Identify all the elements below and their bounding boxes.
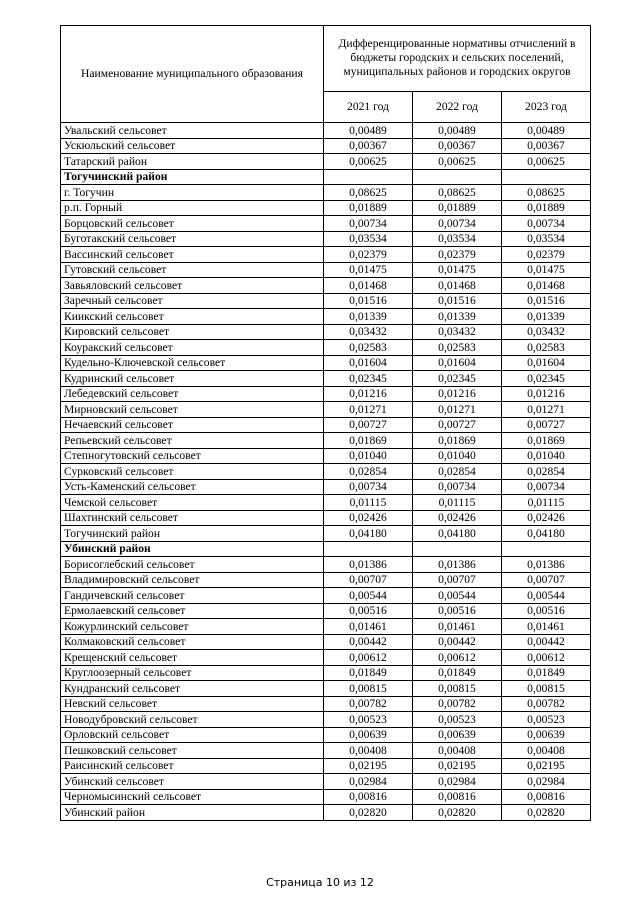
norm-value-cell: 0,01115	[324, 495, 413, 511]
norms-table	[60, 25, 591, 821]
norm-value-cell: 0,00442	[324, 634, 413, 650]
municipality-name: Усть-Каменский сельсовет	[61, 479, 324, 495]
table-row	[61, 262, 591, 278]
norm-value-cell: 0,00625	[413, 154, 502, 170]
norm-value-cell: 0,00734	[502, 216, 591, 232]
norm-value-cell: 0,00816	[324, 789, 413, 805]
municipality-name: Раисинский сельсовет	[61, 758, 324, 774]
norm-value-cell: 0,00734	[413, 216, 502, 232]
norm-value-cell: 0,01604	[502, 355, 591, 371]
norm-value-cell: 0,00639	[324, 727, 413, 743]
norm-value-cell: 0,01386	[413, 557, 502, 573]
norm-value-cell	[324, 169, 413, 185]
municipality-name: Гутовский сельсовет	[61, 262, 324, 278]
table-row	[61, 464, 591, 480]
section-title: Тогучинский район	[61, 169, 324, 185]
table-row	[61, 634, 591, 650]
municipality-name: Кундранский сельсовет	[61, 681, 324, 697]
table-row	[61, 495, 591, 511]
norm-value-cell: 0,00516	[324, 603, 413, 619]
norm-value-cell: 0,00516	[502, 603, 591, 619]
table-row	[61, 402, 591, 418]
norm-value-cell: 0,00782	[502, 696, 591, 712]
norm-value-cell: 0,00707	[502, 572, 591, 588]
norm-value-cell: 0,03534	[502, 231, 591, 247]
norm-value-cell: 0,01271	[413, 402, 502, 418]
norm-value-cell: 0,01461	[413, 619, 502, 635]
norm-value-cell: 0,02984	[502, 774, 591, 790]
norm-value-cell	[413, 169, 502, 185]
municipality-name: Лебедевский сельсовет	[61, 386, 324, 402]
norm-value-cell: 0,00523	[502, 712, 591, 728]
norm-value-cell: 0,02195	[413, 758, 502, 774]
norm-value-cell: 0,00442	[502, 634, 591, 650]
table-row	[61, 681, 591, 697]
norm-value-cell: 0,02426	[413, 510, 502, 526]
table-row	[61, 154, 591, 170]
norm-value-cell: 0,00815	[502, 681, 591, 697]
table-row	[61, 324, 591, 340]
table-row	[61, 789, 591, 805]
norm-value-cell: 0,01889	[324, 200, 413, 216]
norm-value-cell: 0,01604	[324, 355, 413, 371]
municipality-name: р.п. Горный	[61, 200, 324, 216]
municipality-name: Увальский сельсовет	[61, 123, 324, 139]
norm-value-cell: 0,00408	[413, 743, 502, 759]
municipality-name: Кировский сельсовет	[61, 324, 324, 340]
norm-value-cell: 0,08625	[324, 185, 413, 201]
norm-value-cell: 0,01475	[502, 262, 591, 278]
norm-value-cell: 0,01115	[502, 495, 591, 511]
table-row	[61, 216, 591, 232]
municipality-name: Кожурлинский сельсовет	[61, 619, 324, 635]
norm-value-cell: 0,04180	[502, 526, 591, 542]
norm-value-cell: 0,01386	[502, 557, 591, 573]
municipality-name: Ермолаевский сельсовет	[61, 603, 324, 619]
page-number: Страница 10 из 12	[266, 876, 374, 889]
column-header-year: 2021 год	[324, 91, 413, 122]
norm-value-cell: 0,01468	[324, 278, 413, 294]
table-row	[61, 355, 591, 371]
norm-value-cell: 0,00544	[413, 588, 502, 604]
norm-value-cell: 0,00727	[413, 417, 502, 433]
table-row	[61, 340, 591, 356]
column-header-year: 2023 год	[502, 91, 591, 122]
norm-value-cell: 0,00523	[413, 712, 502, 728]
table-row	[61, 433, 591, 449]
table-row	[61, 123, 591, 139]
norm-value-cell: 0,01516	[413, 293, 502, 309]
norm-value-cell: 0,00707	[324, 572, 413, 588]
municipality-name: Пешковский сельсовет	[61, 743, 324, 759]
norm-value-cell: 0,01040	[413, 448, 502, 464]
norm-value-cell: 0,01475	[324, 262, 413, 278]
norm-value-cell: 0,02195	[324, 758, 413, 774]
table-row	[61, 231, 591, 247]
table-row	[61, 588, 591, 604]
norm-value-cell: 0,00612	[324, 650, 413, 666]
norm-value-cell: 0,01216	[324, 386, 413, 402]
municipality-name: Владимировский сельсовет	[61, 572, 324, 588]
norm-value-cell: 0,02195	[502, 758, 591, 774]
table-row	[61, 712, 591, 728]
norm-value-cell: 0,00544	[324, 588, 413, 604]
norm-value-cell: 0,01040	[502, 448, 591, 464]
norm-value-cell: 0,01604	[413, 355, 502, 371]
norm-value-cell: 0,02984	[413, 774, 502, 790]
table-row	[61, 448, 591, 464]
norm-value-cell: 0,04180	[413, 526, 502, 542]
norm-value-cell: 0,02379	[324, 247, 413, 263]
norm-value-cell	[502, 541, 591, 557]
municipality-name: Убинский сельсовет	[61, 774, 324, 790]
norm-value-cell: 0,01040	[324, 448, 413, 464]
norm-value-cell: 0,01339	[413, 309, 502, 325]
section-row	[61, 169, 591, 185]
norm-value-cell: 0,01216	[413, 386, 502, 402]
table-row	[61, 696, 591, 712]
table-row	[61, 774, 591, 790]
municipality-name: Завьяловский сельсовет	[61, 278, 324, 294]
norm-value-cell: 0,02345	[502, 371, 591, 387]
municipality-name: Борцовский сельсовет	[61, 216, 324, 232]
norm-value-cell: 0,00489	[413, 123, 502, 139]
municipality-name: Гандичевский сельсовет	[61, 588, 324, 604]
table-row	[61, 417, 591, 433]
norm-value-cell: 0,01849	[502, 665, 591, 681]
municipality-name: Буготакский сельсовет	[61, 231, 324, 247]
norm-value-cell: 0,00367	[324, 138, 413, 154]
norm-value-cell: 0,01516	[502, 293, 591, 309]
norm-value-cell: 0,01468	[502, 278, 591, 294]
municipality-name: г. Тогучин	[61, 185, 324, 201]
municipality-name: Сурковский сельсовет	[61, 464, 324, 480]
norm-value-cell: 0,00612	[413, 650, 502, 666]
norm-value-cell: 0,01271	[324, 402, 413, 418]
table-header	[61, 26, 591, 123]
municipality-name: Вассинский сельсовет	[61, 247, 324, 263]
norm-value-cell: 0,00727	[502, 417, 591, 433]
norm-value-cell: 0,01869	[502, 433, 591, 449]
norm-value-cell: 0,02379	[413, 247, 502, 263]
norm-value-cell: 0,01339	[324, 309, 413, 325]
norm-value-cell: 0,00516	[413, 603, 502, 619]
norm-value-cell: 0,08625	[502, 185, 591, 201]
municipality-name: Татарский район	[61, 154, 324, 170]
column-header-year: 2022 год	[413, 91, 502, 122]
norm-value-cell: 0,00734	[324, 479, 413, 495]
norm-value-cell: 0,00625	[324, 154, 413, 170]
table-row	[61, 619, 591, 635]
norm-value-cell: 0,01889	[413, 200, 502, 216]
norm-value-cell: 0,02820	[324, 805, 413, 821]
norm-value-cell: 0,03432	[324, 324, 413, 340]
norm-value-cell: 0,02345	[413, 371, 502, 387]
table-row	[61, 293, 591, 309]
municipality-name: Круглоозерный сельсовет	[61, 665, 324, 681]
table-row	[61, 386, 591, 402]
norm-value-cell: 0,00815	[413, 681, 502, 697]
table-row	[61, 510, 591, 526]
norm-value-cell	[502, 169, 591, 185]
table-row	[61, 603, 591, 619]
norm-value-cell: 0,03534	[413, 231, 502, 247]
table-row	[61, 743, 591, 759]
norm-value-cell: 0,00639	[502, 727, 591, 743]
norm-value-cell: 0,01461	[324, 619, 413, 635]
table-row	[61, 185, 591, 201]
municipality-name: Орловский сельсовет	[61, 727, 324, 743]
table-row	[61, 665, 591, 681]
municipality-name: Репьевский сельсовет	[61, 433, 324, 449]
norm-value-cell: 0,00523	[324, 712, 413, 728]
table-row	[61, 526, 591, 542]
municipality-name: Нечаевский сельсовет	[61, 417, 324, 433]
norm-value-cell: 0,00639	[413, 727, 502, 743]
norm-value-cell: 0,01869	[413, 433, 502, 449]
norm-value-cell: 0,02426	[324, 510, 413, 526]
municipality-name: Киикский сельсовет	[61, 309, 324, 325]
norm-value-cell: 0,01516	[324, 293, 413, 309]
norm-value-cell: 0,02854	[413, 464, 502, 480]
norm-value-cell: 0,02583	[324, 340, 413, 356]
norm-value-cell: 0,02583	[502, 340, 591, 356]
norm-value-cell: 0,00734	[413, 479, 502, 495]
column-header-group: Дифференцированные нормативы отчислений в бюджеты городских и сельских поселений, муниципальных районов и городских округов	[324, 26, 591, 92]
norm-value-cell: 0,01216	[502, 386, 591, 402]
norm-value-cell	[413, 541, 502, 557]
table-row	[61, 727, 591, 743]
norm-value-cell: 0,01849	[324, 665, 413, 681]
table-row	[61, 572, 591, 588]
municipality-name: Новодубровский сельсовет	[61, 712, 324, 728]
norm-value-cell: 0,00612	[502, 650, 591, 666]
norm-value-cell: 0,00734	[324, 216, 413, 232]
table-row	[61, 278, 591, 294]
municipality-name: Заречный сельсовет	[61, 293, 324, 309]
norm-value-cell: 0,01849	[413, 665, 502, 681]
norm-value-cell: 0,00707	[413, 572, 502, 588]
norm-value-cell: 0,01386	[324, 557, 413, 573]
norm-value-cell: 0,03432	[413, 324, 502, 340]
norm-value-cell: 0,00625	[502, 154, 591, 170]
norm-value-cell: 0,00727	[324, 417, 413, 433]
municipality-name: Шахтинский сельсовет	[61, 510, 324, 526]
norm-value-cell: 0,02984	[324, 774, 413, 790]
table-row	[61, 805, 591, 821]
municipality-name: Крещенский сельсовет	[61, 650, 324, 666]
norm-value-cell: 0,00782	[413, 696, 502, 712]
municipality-name: Кудельно-Ключевской сельсовет	[61, 355, 324, 371]
norm-value-cell: 0,04180	[324, 526, 413, 542]
norm-value-cell: 0,02820	[502, 805, 591, 821]
table-row	[61, 200, 591, 216]
norm-value-cell: 0,00544	[502, 588, 591, 604]
section-title: Убинский район	[61, 541, 324, 557]
norm-value-cell: 0,08625	[413, 185, 502, 201]
municipality-name: Убинский район	[61, 805, 324, 821]
norm-value-cell: 0,02426	[502, 510, 591, 526]
municipality-name: Ускюльский сельсовет	[61, 138, 324, 154]
municipality-name: Черномысинский сельсовет	[61, 789, 324, 805]
table-row	[61, 247, 591, 263]
norm-value-cell: 0,01475	[413, 262, 502, 278]
norm-value-cell: 0,00367	[413, 138, 502, 154]
municipality-name: Колмаковский сельсовет	[61, 634, 324, 650]
norm-value-cell: 0,00815	[324, 681, 413, 697]
norm-value-cell: 0,02379	[502, 247, 591, 263]
municipality-name: Невский сельсовет	[61, 696, 324, 712]
table-row	[61, 758, 591, 774]
norm-value-cell	[324, 541, 413, 557]
norm-value-cell: 0,00489	[324, 123, 413, 139]
norm-value-cell: 0,03534	[324, 231, 413, 247]
municipality-name: Тогучинский район	[61, 526, 324, 542]
norm-value-cell: 0,02820	[413, 805, 502, 821]
norm-value-cell: 0,00442	[413, 634, 502, 650]
norm-value-cell: 0,01468	[413, 278, 502, 294]
column-header-name: Наименование муниципального образования	[61, 26, 324, 123]
norm-value-cell: 0,01271	[502, 402, 591, 418]
municipality-name: Степногутовский сельсовет	[61, 448, 324, 464]
municipality-name: Мирновский сельсовет	[61, 402, 324, 418]
municipality-name: Коуракский сельсовет	[61, 340, 324, 356]
norm-value-cell: 0,03432	[502, 324, 591, 340]
table-row	[61, 138, 591, 154]
norm-value-cell: 0,01461	[502, 619, 591, 635]
norm-value-cell: 0,00782	[324, 696, 413, 712]
norm-value-cell: 0,02345	[324, 371, 413, 387]
table-row	[61, 479, 591, 495]
table-row	[61, 309, 591, 325]
norm-value-cell: 0,02854	[502, 464, 591, 480]
section-row	[61, 541, 591, 557]
table-row	[61, 371, 591, 387]
norm-value-cell: 0,01869	[324, 433, 413, 449]
norm-value-cell: 0,00816	[502, 789, 591, 805]
municipality-name: Кудринский сельсовет	[61, 371, 324, 387]
norm-value-cell: 0,00408	[324, 743, 413, 759]
table-row	[61, 650, 591, 666]
norm-value-cell: 0,00734	[502, 479, 591, 495]
norm-value-cell: 0,02854	[324, 464, 413, 480]
municipality-name: Борисоглебский сельсовет	[61, 557, 324, 573]
norm-value-cell: 0,02583	[413, 340, 502, 356]
norm-value-cell: 0,00367	[502, 138, 591, 154]
norm-value-cell: 0,01339	[502, 309, 591, 325]
municipality-name: Чемской сельсовет	[61, 495, 324, 511]
table-row	[61, 557, 591, 573]
norm-value-cell: 0,00489	[502, 123, 591, 139]
norm-value-cell: 0,00408	[502, 743, 591, 759]
norm-value-cell: 0,01115	[413, 495, 502, 511]
norm-value-cell: 0,00816	[413, 789, 502, 805]
table-body	[61, 123, 591, 821]
norm-value-cell: 0,01889	[502, 200, 591, 216]
